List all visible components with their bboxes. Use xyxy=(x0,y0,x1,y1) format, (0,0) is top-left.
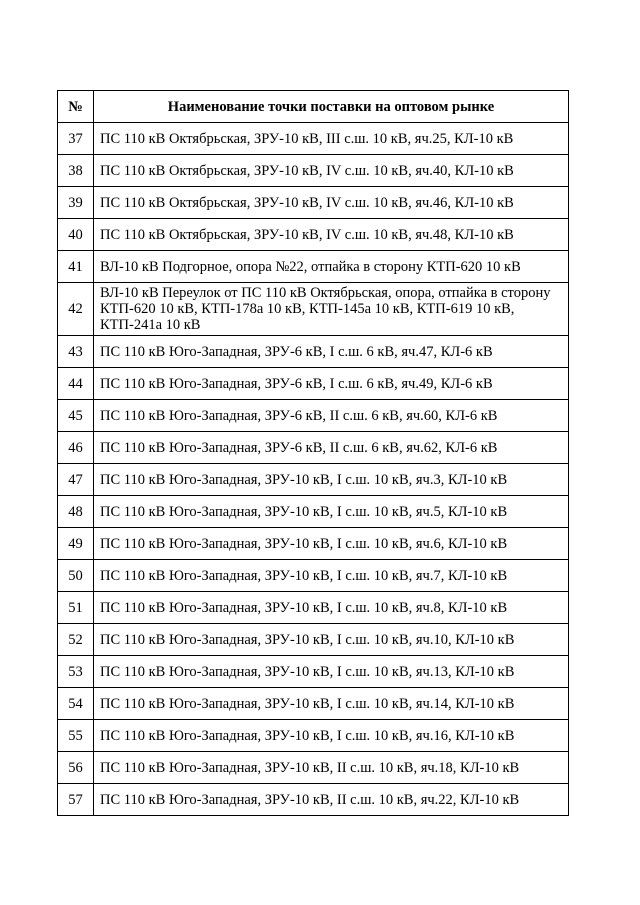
row-number: 52 xyxy=(58,624,94,656)
supply-point-name: ВЛ-10 кВ Переулок от ПС 110 кВ Октябрьская, опора, отпайка в сторону КТП-620 10 кВ, КТП-178а 10 кВ, КТП-145а 10 кВ, КТП-619 10 кВ, КТП-241а 10 кВ xyxy=(94,283,569,336)
header-supply-point-name: Наименование точки поставки на оптовом рынке xyxy=(94,91,569,123)
header-number: № xyxy=(58,91,94,123)
table-row xyxy=(58,464,569,496)
row-number: 39 xyxy=(58,187,94,219)
table-row xyxy=(58,784,569,816)
table-row xyxy=(58,400,569,432)
supply-point-name: ПС 110 кВ Юго-Западная, ЗРУ-10 кВ, I с.ш. 10 кВ, яч.8, КЛ-10 кВ xyxy=(94,592,569,624)
table-row xyxy=(58,283,569,336)
table-row xyxy=(58,624,569,656)
table-header-row xyxy=(58,91,569,123)
table-row xyxy=(58,496,569,528)
supply-point-name: ПС 110 кВ Юго-Западная, ЗРУ-10 кВ, I с.ш. 10 кВ, яч.13, КЛ-10 кВ xyxy=(94,656,569,688)
row-number: 56 xyxy=(58,752,94,784)
table-row xyxy=(58,432,569,464)
table-row xyxy=(58,592,569,624)
row-number: 44 xyxy=(58,368,94,400)
supply-point-name: ПС 110 кВ Октябрьская, ЗРУ-10 кВ, IV с.ш. 10 кВ, яч.48, КЛ-10 кВ xyxy=(94,219,569,251)
table-row xyxy=(58,720,569,752)
supply-point-name: ПС 110 кВ Юго-Западная, ЗРУ-10 кВ, II с.ш. 10 кВ, яч.22, КЛ-10 кВ xyxy=(94,784,569,816)
table-row xyxy=(58,688,569,720)
table-row xyxy=(58,336,569,368)
supply-point-name: ПС 110 кВ Юго-Западная, ЗРУ-10 кВ, I с.ш. 10 кВ, яч.14, КЛ-10 кВ xyxy=(94,688,569,720)
row-number: 48 xyxy=(58,496,94,528)
table-row xyxy=(58,368,569,400)
supply-point-name: ПС 110 кВ Юго-Западная, ЗРУ-10 кВ, I с.ш. 10 кВ, яч.10, КЛ-10 кВ xyxy=(94,624,569,656)
row-number: 42 xyxy=(58,283,94,336)
supply-points-table xyxy=(57,90,569,816)
row-number: 43 xyxy=(58,336,94,368)
supply-point-name: ПС 110 кВ Юго-Западная, ЗРУ-6 кВ, I с.ш. 6 кВ, яч.49, КЛ-6 кВ xyxy=(94,368,569,400)
row-number: 51 xyxy=(58,592,94,624)
row-number: 57 xyxy=(58,784,94,816)
row-number: 54 xyxy=(58,688,94,720)
row-number: 46 xyxy=(58,432,94,464)
row-number: 45 xyxy=(58,400,94,432)
table-row xyxy=(58,656,569,688)
supply-point-name: ПС 110 кВ Юго-Западная, ЗРУ-6 кВ, II с.ш. 6 кВ, яч.62, КЛ-6 кВ xyxy=(94,432,569,464)
table-row xyxy=(58,251,569,283)
supply-point-name: ПС 110 кВ Юго-Западная, ЗРУ-10 кВ, I с.ш. 10 кВ, яч.5, КЛ-10 кВ xyxy=(94,496,569,528)
table-row xyxy=(58,155,569,187)
table-row xyxy=(58,187,569,219)
supply-point-name: ПС 110 кВ Юго-Западная, ЗРУ-10 кВ, I с.ш. 10 кВ, яч.7, КЛ-10 кВ xyxy=(94,560,569,592)
row-number: 50 xyxy=(58,560,94,592)
supply-point-name: ПС 110 кВ Юго-Западная, ЗРУ-6 кВ, I с.ш. 6 кВ, яч.47, КЛ-6 кВ xyxy=(94,336,569,368)
table-row xyxy=(58,752,569,784)
table-row xyxy=(58,528,569,560)
row-number: 49 xyxy=(58,528,94,560)
supply-point-name: ПС 110 кВ Юго-Западная, ЗРУ-10 кВ, I с.ш. 10 кВ, яч.3, КЛ-10 кВ xyxy=(94,464,569,496)
row-number: 37 xyxy=(58,123,94,155)
supply-point-name: ВЛ-10 кВ Подгорное, опора №22, отпайка в сторону КТП-620 10 кВ xyxy=(94,251,569,283)
table-row xyxy=(58,219,569,251)
row-number: 40 xyxy=(58,219,94,251)
table-row xyxy=(58,123,569,155)
row-number: 53 xyxy=(58,656,94,688)
supply-point-name: ПС 110 кВ Октябрьская, ЗРУ-10 кВ, IV с.ш. 10 кВ, яч.46, КЛ-10 кВ xyxy=(94,187,569,219)
row-number: 41 xyxy=(58,251,94,283)
table-body xyxy=(58,123,569,816)
supply-point-name: ПС 110 кВ Юго-Западная, ЗРУ-6 кВ, II с.ш. 6 кВ, яч.60, КЛ-6 кВ xyxy=(94,400,569,432)
supply-point-name: ПС 110 кВ Юго-Западная, ЗРУ-10 кВ, I с.ш. 10 кВ, яч.6, КЛ-10 кВ xyxy=(94,528,569,560)
supply-point-name: ПС 110 кВ Октябрьская, ЗРУ-10 кВ, IV с.ш. 10 кВ, яч.40, КЛ-10 кВ xyxy=(94,155,569,187)
supply-point-name: ПС 110 кВ Юго-Западная, ЗРУ-10 кВ, II с.ш. 10 кВ, яч.18, КЛ-10 кВ xyxy=(94,752,569,784)
supply-point-name: ПС 110 кВ Октябрьская, ЗРУ-10 кВ, III с.ш. 10 кВ, яч.25, КЛ-10 кВ xyxy=(94,123,569,155)
row-number: 38 xyxy=(58,155,94,187)
table-row xyxy=(58,560,569,592)
supply-point-name: ПС 110 кВ Юго-Западная, ЗРУ-10 кВ, I с.ш. 10 кВ, яч.16, КЛ-10 кВ xyxy=(94,720,569,752)
row-number: 47 xyxy=(58,464,94,496)
row-number: 55 xyxy=(58,720,94,752)
